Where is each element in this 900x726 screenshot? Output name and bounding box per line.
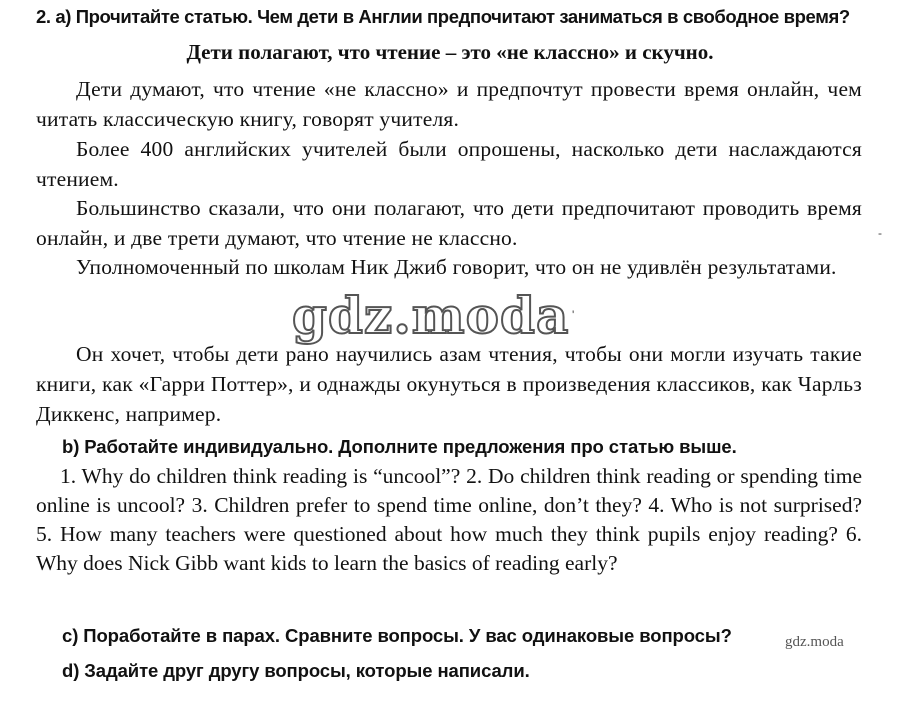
task-d-heading: d) Задайте друг другу вопросы, которые написали. (62, 660, 530, 681)
article-paragraph-5: Он хочет, чтобы дети рано научились азам чтения, чтобы они могли изучать такие книги, как «Гарри Поттер», и однажды окунуться в произведения классиков, как Чарльз Диккенс, например. (36, 342, 862, 426)
article-paragraph-2: Более 400 английских учителей были опрошены, насколько дети наслаждаются чтением. (36, 137, 862, 191)
task-b-heading: b) Работайте индивидуально. Дополните предложения про статью выше. (62, 436, 737, 457)
scan-speck: ' (572, 308, 575, 322)
margin-mark: - (878, 226, 882, 240)
task-c-heading: c) Поработайте в парах. Сравните вопросы. У вас одинаковые вопросы? (62, 625, 732, 646)
task-a-heading: 2. а) Прочитайте статью. Чем дети в Англии предпочитают заниматься в свободное время? (36, 6, 850, 27)
article-paragraph-1: Дети думают, что чтение «не классно» и предпочтут провести время онлайн, чем читать классическую книгу, говорят учителя. (36, 77, 862, 131)
watermark-small: gdz.moda (785, 634, 844, 650)
article-paragraph-3: Большинство сказали, что они полагают, что дети предпочитают проводить время онлайн, и две трети думают, что чтение не классно. (36, 196, 862, 250)
article-paragraph-4: Уполномоченный по школам Ник Джиб говорит, что он не удивлён результатами. (76, 255, 837, 279)
watermark-logo: gdz.moda (292, 286, 570, 345)
task-b-questions: 1. Why do children think reading is “uncool”? 2. Do children think reading or spending time online is uncool? 3. Children prefer to spend time online, don’t they? 4. Who is not surprised? 5. How many teachers were questioned about how much they think pupils enjoy reading? 6. Why does Nick Gibb want kids to learn the basics of reading early? (36, 464, 862, 575)
article-title: Дети полагают, что чтение – это «не классно» и скучно. (186, 40, 714, 64)
